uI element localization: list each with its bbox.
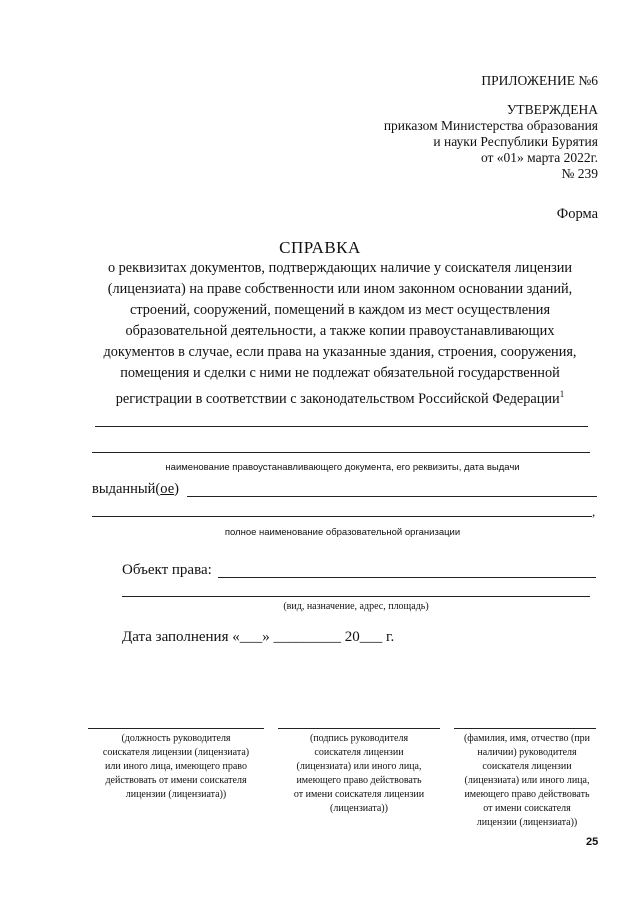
- subtitle-line: (лицензиата) на праве собственности или ином законном основании зданий,: [107, 281, 573, 297]
- subtitle-line-last: [80, 384, 600, 410]
- page-number: 25: [586, 836, 599, 848]
- order-number: № 239: [561, 166, 598, 181]
- trailing-comma: ,: [592, 504, 596, 519]
- caption-line: от имени соискателя лицензии: [293, 789, 425, 800]
- caption-line: (лицензиата) или иного лица,: [464, 775, 590, 786]
- approved-label: УТВЕРЖДЕНА: [506, 102, 598, 117]
- organization-caption: полное наименование образовательной организации: [224, 527, 461, 538]
- document-caption: наименование правоустанавливающего документа, его реквизиты, дата выдачи: [165, 462, 520, 473]
- signature-line-signature[interactable]: [278, 728, 440, 729]
- issued-close: ): [174, 481, 179, 497]
- issued-prefix: выданный(: [92, 481, 161, 497]
- object-field-line-2[interactable]: [122, 596, 590, 597]
- order-line-2: и науки Республики Бурятия: [433, 134, 598, 149]
- issued-label: [92, 481, 179, 498]
- caption-line: лицензии (лицензиата)): [125, 789, 227, 800]
- appendix-label: ПРИЛОЖЕНИЕ №6: [481, 73, 598, 88]
- caption-line: имеющего право действовать: [296, 775, 422, 786]
- caption-line: от имени соискателя: [483, 803, 571, 814]
- object-field-line-1[interactable]: [218, 577, 596, 578]
- document-title: СПРАВКА: [279, 238, 361, 257]
- signature-caption-position: [86, 732, 266, 802]
- caption-line: соискателя лицензии: [482, 761, 572, 772]
- caption-line: соискателя лицензии (лицензиата): [102, 747, 250, 758]
- order-date: от «01» марта 2022г.: [480, 150, 598, 165]
- organization-line[interactable]: [92, 516, 592, 517]
- caption-line: наличии) руководителя: [477, 747, 577, 758]
- caption-line: лицензии (лицензиата)): [476, 817, 578, 828]
- caption-line: имеющего право действовать: [464, 789, 590, 800]
- object-label: Объект права:: [122, 562, 212, 578]
- subtitle-line: о реквизитах документов, подтверждающих наличие у соискателя лицензии: [107, 260, 573, 276]
- document-subtitle: [80, 258, 600, 410]
- caption-line: соискателя лицензии: [314, 747, 404, 758]
- caption-line: (должность руководителя: [121, 733, 231, 744]
- date-line[interactable]: Дата заполнения «___» _________ 20___ г.: [122, 629, 395, 645]
- issued-suffix: ое: [160, 481, 175, 497]
- subtitle-line: документов в случае, если права на указанные здания, строения, сооружения,: [103, 344, 577, 360]
- issued-field-line[interactable]: [187, 496, 597, 497]
- subtitle-line: регистрации в соответствии с законодательством Российской Федерации: [115, 390, 560, 407]
- caption-line: или иного лица, имеющего право: [105, 761, 247, 772]
- caption-line: (лицензиата)): [330, 803, 388, 814]
- caption-line: действовать от имени соискателя: [105, 775, 247, 786]
- signature-caption-name: [452, 732, 602, 830]
- caption-line: (подпись руководителя: [309, 733, 409, 744]
- form-label: Форма: [556, 206, 598, 222]
- signature-caption-signature: [276, 732, 442, 816]
- document-name-line-2[interactable]: [92, 452, 590, 453]
- order-line-1: приказом Министерства образования: [383, 118, 598, 133]
- caption-line: (лицензиата) или иного лица,: [296, 761, 422, 772]
- object-caption: (вид, назначение, адрес, площадь): [283, 601, 429, 612]
- footnote-mark: 1: [559, 389, 565, 399]
- signature-line-name[interactable]: [454, 728, 596, 729]
- subtitle-line: строений, сооружений, помещений в каждом из мест осуществления: [129, 302, 551, 318]
- subtitle-line: помещения и сделки с ними не подлежат обязательной государственной: [120, 365, 560, 381]
- signature-line-position[interactable]: [88, 728, 264, 729]
- subtitle-line: образовательной деятельности, а также копии правоустанавливающих: [125, 323, 555, 339]
- caption-line: (фамилия, имя, отчество (при: [463, 733, 591, 744]
- document-name-line-1[interactable]: [95, 426, 588, 427]
